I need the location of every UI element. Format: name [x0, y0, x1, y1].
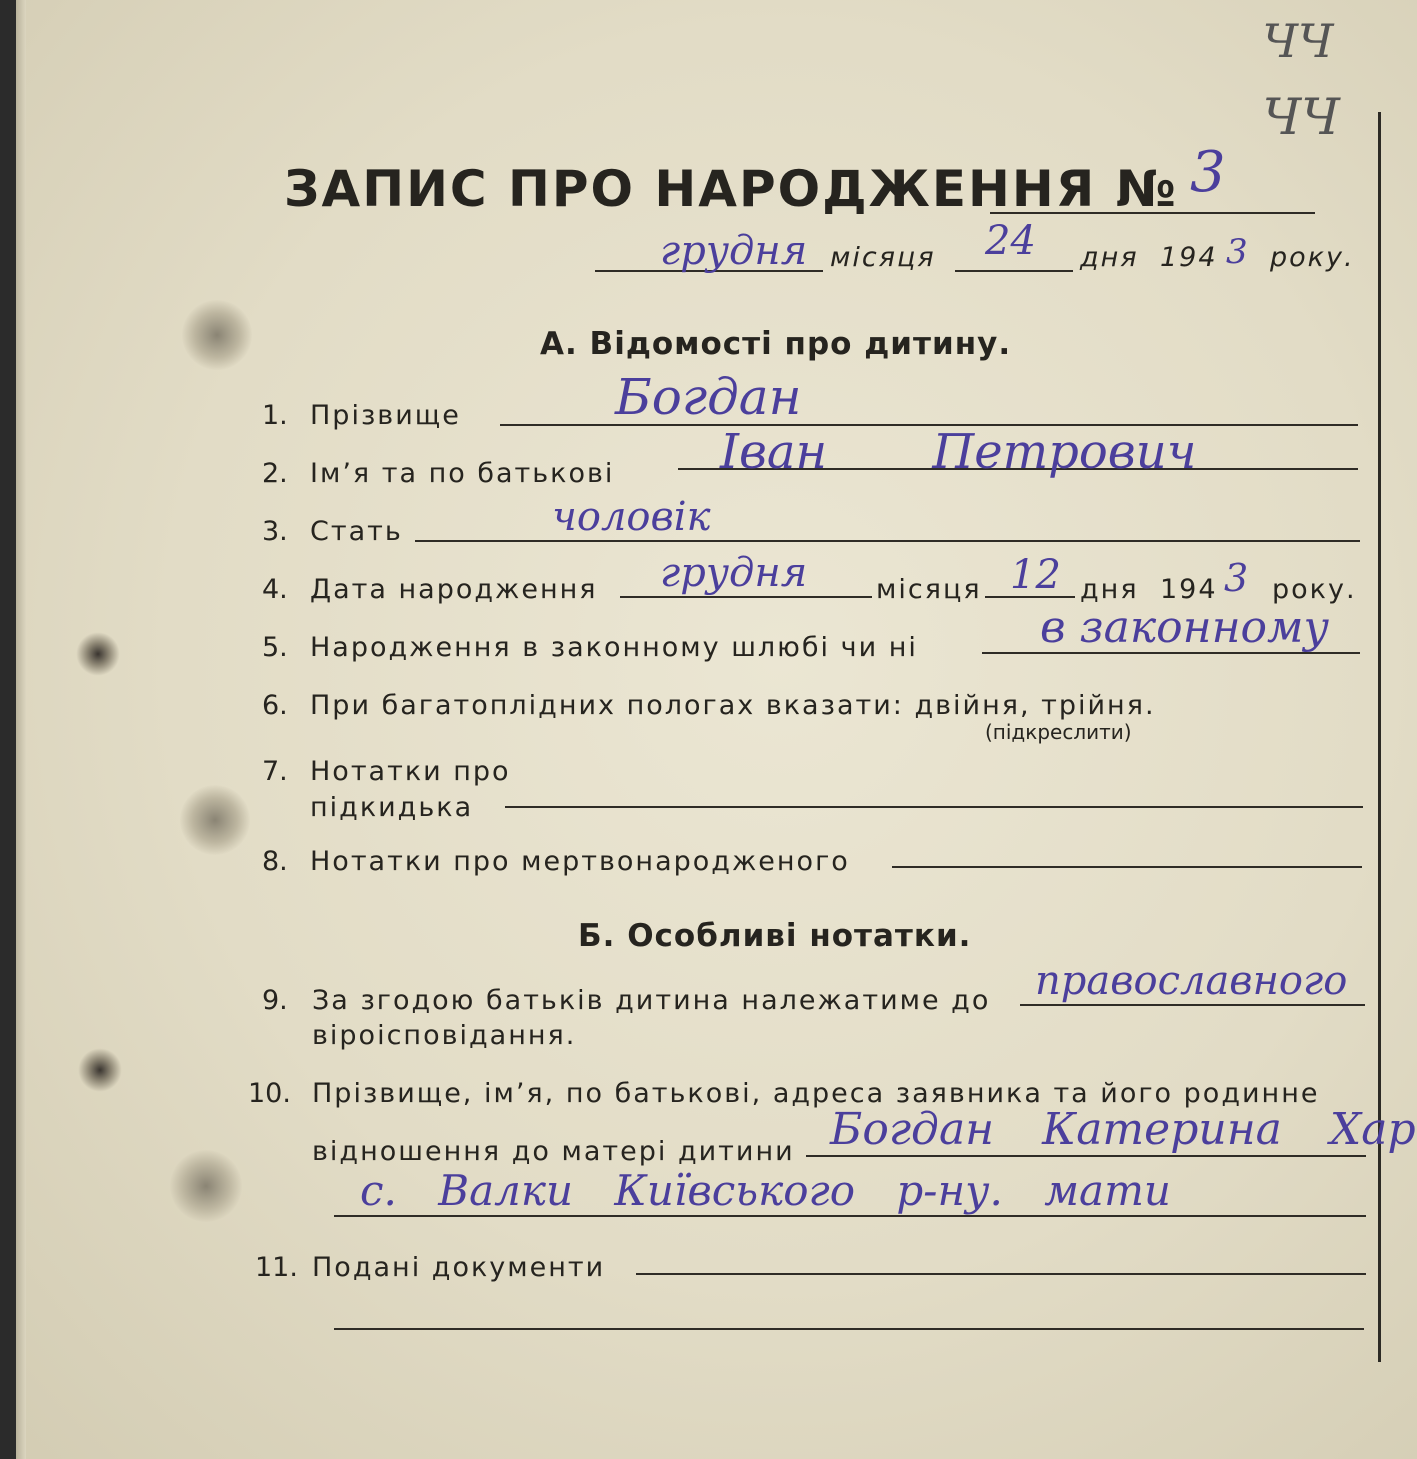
archive-pencil-mark: ЧЧ [1255, 88, 1346, 146]
birth-date-label: Дата народження [310, 574, 598, 605]
religion-line [1020, 1004, 1365, 1006]
name-patronymic-value: Іван Петрович [720, 424, 1197, 480]
section-a-title: А. Відомості про дитину. [540, 326, 1012, 362]
field-number: 1. [262, 400, 288, 431]
religion-value: православного [1035, 958, 1348, 1004]
field-number: 4. [262, 574, 288, 605]
birth-month-line [620, 596, 872, 598]
surname-value: Богдан [615, 368, 802, 426]
field-number: 11. [255, 1252, 298, 1283]
field-number: 7. [262, 756, 288, 787]
binding-strip [0, 0, 16, 1459]
year-prefix: 194 [1160, 242, 1218, 273]
month-label: місяця [876, 574, 982, 605]
stillborn-line [892, 866, 1362, 868]
applicant-label-line2: відношення до матері дитини [312, 1136, 795, 1167]
surname-label: Прізвище [310, 400, 461, 431]
year-suffix: року. [1270, 242, 1355, 273]
page-edge [16, 0, 26, 1459]
field-number: 10. [248, 1078, 291, 1109]
birth-month-value: грудня [660, 550, 808, 596]
year-suffix: року. [1272, 574, 1357, 605]
religion-label-line2: віроісповідання. [312, 1020, 577, 1051]
sex-value: чоловік [552, 494, 711, 540]
section-b-title: Б. Особливі нотатки. [578, 918, 972, 954]
day-label: дня [1080, 242, 1139, 273]
record-month-value: грудня [660, 228, 808, 274]
record-day-value: 24 [985, 218, 1036, 264]
field-number: 9. [262, 985, 288, 1016]
field-number: 6. [262, 690, 288, 721]
page-title: ЗАПИС ПРО НАРОДЖЕННЯ № [284, 160, 1178, 218]
day-label: дня [1080, 574, 1139, 605]
religion-label-line1: За згодою батьків дитина належатиме до [312, 985, 991, 1016]
punch-hole [182, 300, 252, 370]
documents-line-2 [334, 1328, 1364, 1330]
name-patronymic-label: Ім’я та по батькові [310, 458, 615, 489]
stillborn-label: Нотатки про мертвонародженого [310, 846, 850, 877]
archive-pencil-mark: ЧЧ [1256, 14, 1339, 68]
record-number-value: 3 [1190, 140, 1226, 205]
field-number: 8. [262, 846, 288, 877]
record-day-line [955, 270, 1073, 272]
month-label: місяця [830, 242, 936, 273]
foundling-label-line2: підкидька [310, 792, 474, 823]
field-number: 3. [262, 516, 288, 547]
field-number: 5. [262, 632, 288, 663]
sex-label: Стать [310, 516, 403, 547]
legitimacy-value: в законному [1040, 602, 1330, 653]
documents-line-1 [636, 1273, 1366, 1275]
multiple-birth-label: При багатоплідних пологах вказати: двійня, трійня. [310, 690, 1156, 721]
sex-line [415, 540, 1360, 542]
field-number: 2. [262, 458, 288, 489]
applicant-line-2 [334, 1215, 1366, 1217]
legitimacy-label: Народження в законному шлюбі чи ні [310, 632, 918, 663]
birth-day-value: 12 [1010, 552, 1061, 598]
multiple-birth-note: (підкреслити) [985, 720, 1132, 744]
punch-hole [170, 1150, 242, 1222]
foundling-line [505, 806, 1363, 808]
foundling-label-line1: Нотатки про [310, 756, 511, 787]
applicant-label-line1: Прізвище, ім’я, по батькові, адреса заявника та його родинне [312, 1078, 1320, 1109]
right-margin-rule [1378, 112, 1381, 1362]
record-year-digit: 3 [1226, 232, 1248, 272]
punch-hole [76, 632, 120, 676]
applicant-line-1 [806, 1155, 1366, 1157]
punch-hole [78, 1048, 122, 1092]
record-number-line [990, 212, 1315, 214]
birth-year-digit: 3 [1224, 556, 1249, 600]
applicant-value-line1: Богдан Катерина Хар [830, 1104, 1416, 1155]
applicant-value-line2: с. Валки Київського р-ну. мати [360, 1166, 1171, 1215]
documents-label: Подані документи [312, 1252, 606, 1283]
punch-hole [180, 785, 250, 855]
year-prefix: 194 [1160, 574, 1218, 605]
